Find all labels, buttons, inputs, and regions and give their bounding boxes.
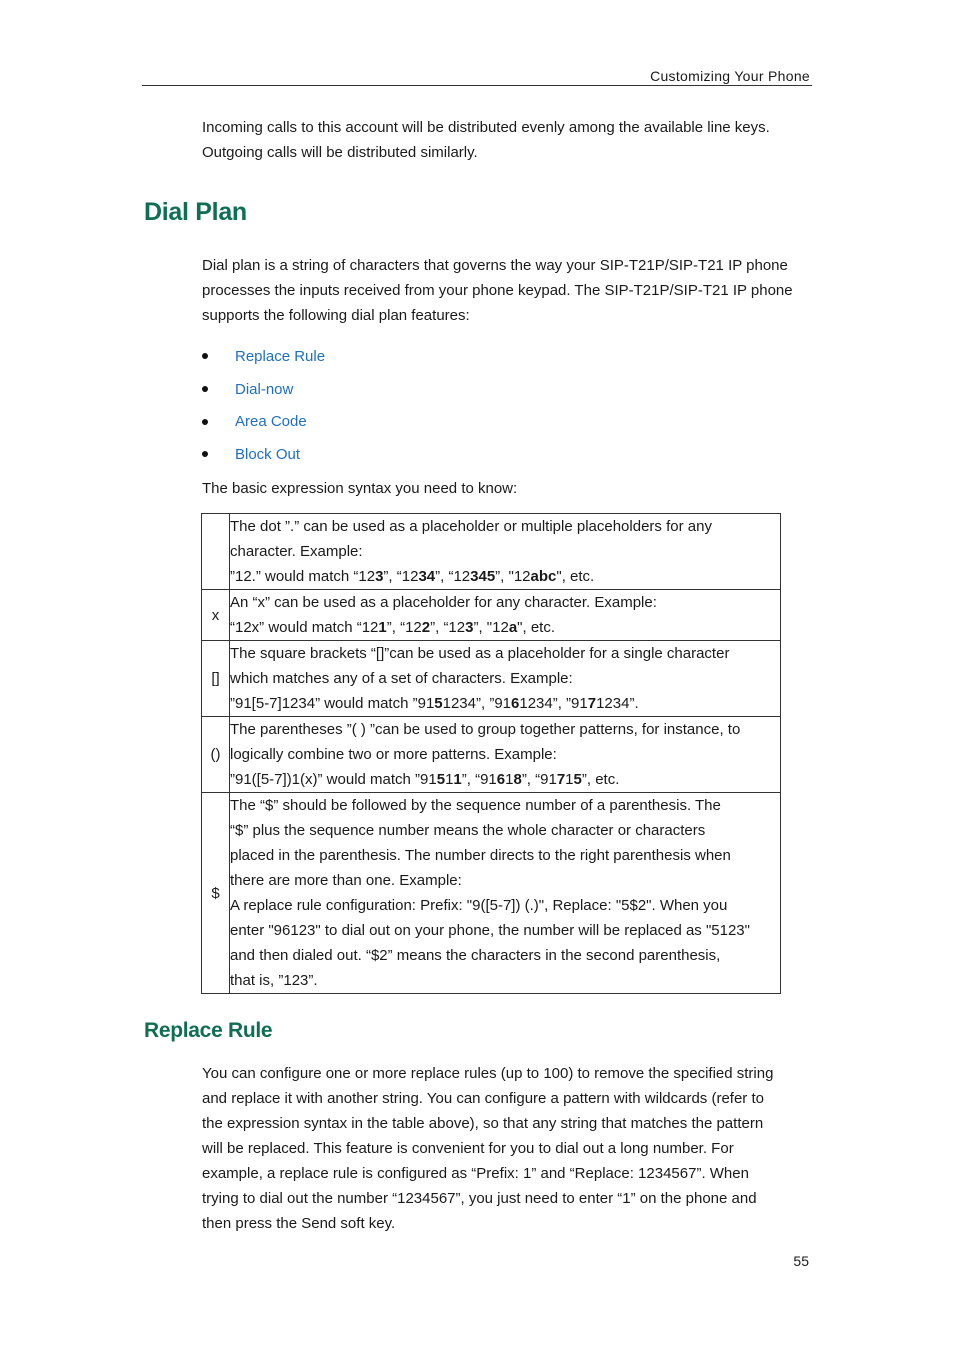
bullet-icon — [202, 419, 208, 425]
description-cell — [230, 793, 781, 994]
description-line: A replace rule configuration: Prefix: "9([5-7]) (.)", Replace: "5$2". When you — [230, 897, 728, 914]
syntax-table — [201, 513, 781, 994]
link-area-code[interactable]: Area Code — [235, 413, 307, 431]
example-line: ”91([5-7])1(x)” would match ”91511”, “91618”, “91715”, etc. — [230, 771, 620, 788]
table-row — [202, 793, 781, 994]
header-divider — [142, 85, 812, 86]
link-replace-rule[interactable]: Replace Rule — [235, 347, 326, 365]
replace-rule-line: trying to dial out the number “1234567”, you just need to enter “1” on the phone and — [202, 1190, 757, 1207]
list-item — [202, 405, 325, 438]
replace-rule-line: You can configure one or more replace rules (up to 100) to remove the specified string — [202, 1065, 774, 1082]
description-cell — [230, 641, 781, 717]
bullet-icon — [202, 451, 208, 457]
intro-paragraph — [202, 115, 808, 165]
link-dial-now[interactable]: Dial-now — [235, 380, 294, 398]
description-line: enter "96123" to dial out on your phone, the number will be replaced as "5123" — [230, 922, 750, 939]
bullet-icon — [202, 386, 208, 392]
bullet-icon — [202, 353, 208, 359]
description-line: An “x” can be used as a placeholder for any character. Example: — [230, 594, 657, 611]
symbol-cell: $ — [202, 793, 230, 994]
syntax-intro: The basic expression syntax you need to know: — [202, 480, 518, 497]
feature-list — [202, 340, 325, 471]
table-row — [202, 514, 781, 590]
table-row — [202, 590, 781, 641]
description-line: there are more than one. Example: — [230, 872, 462, 889]
dial-plan-line: processes the inputs received from your phone keypad. The SIP-T21P/SIP-T21 IP phone — [202, 282, 793, 299]
description-line: character. Example: — [230, 543, 363, 560]
dial-plan-paragraph — [202, 253, 808, 328]
running-header: Customizing Your Phone — [650, 68, 810, 84]
description-line: logically combine two or more patterns. Example: — [230, 746, 557, 763]
example-line: ”12.” would match “123”, “1234”, “12345”, "12abc", etc. — [230, 568, 595, 585]
description-cell — [230, 514, 781, 590]
list-item — [202, 438, 325, 471]
replace-rule-line: example, a replace rule is configured as “Prefix: 1” and “Replace: 1234567”. When — [202, 1165, 749, 1182]
dial-plan-line: supports the following dial plan features: — [202, 307, 470, 324]
link-block-out[interactable]: Block Out — [235, 445, 301, 463]
description-line: which matches any of a set of characters. Example: — [230, 670, 573, 687]
replace-rule-heading: Replace Rule — [144, 1019, 273, 1042]
dial-plan-line: Dial plan is a string of characters that governs the way your SIP-T21P/SIP-T21 IP phone — [202, 257, 788, 274]
dial-plan-heading: Dial Plan — [144, 198, 247, 226]
description-cell — [230, 590, 781, 641]
table-row — [202, 641, 781, 717]
replace-rule-line: will be replaced. This feature is convenient for you to dial out a long number. For — [202, 1140, 734, 1157]
description-line: and then dialed out. “$2” means the characters in the second parenthesis, — [230, 947, 721, 964]
list-item — [202, 340, 325, 373]
table-row — [202, 717, 781, 793]
symbol-cell: [] — [202, 641, 230, 717]
example-line: “12x” would match “121”, “122”, “123”, "12a", etc. — [230, 619, 555, 636]
description-cell — [230, 717, 781, 793]
replace-rule-line: the expression syntax in the table above), so that any string that matches the pattern — [202, 1115, 764, 1132]
list-item — [202, 373, 325, 406]
description-line: placed in the parenthesis. The number directs to the right parenthesis when — [230, 847, 731, 864]
symbol-cell: x — [202, 590, 230, 641]
symbol-cell: () — [202, 717, 230, 793]
description-line: The “$” should be followed by the sequence number of a parenthesis. The — [230, 797, 721, 814]
intro-line: Outgoing calls will be distributed similarly. — [202, 144, 478, 161]
symbol-cell — [202, 514, 230, 590]
replace-rule-paragraph — [202, 1061, 808, 1236]
description-line: “$” plus the sequence number means the whole character or characters — [230, 822, 706, 839]
intro-line: Incoming calls to this account will be distributed evenly among the available line keys. — [202, 119, 770, 136]
example-line: ”91[5-7]1234” would match ”9151234”, ”9161234”, ”9171234”. — [230, 695, 639, 712]
description-line: The parentheses ”( ) ”can be used to group together patterns, for instance, to — [230, 721, 741, 738]
replace-rule-line: then press the Send soft key. — [202, 1215, 396, 1232]
description-line: that is, ”123”. — [230, 972, 318, 989]
description-line: The square brackets “[]”can be used as a placeholder for a single character — [230, 645, 730, 662]
replace-rule-line: and replace it with another string. You can configure a pattern with wildcards (refer to — [202, 1090, 764, 1107]
page-number: 55 — [793, 1253, 809, 1269]
description-line: The dot ”.” can be used as a placeholder or multiple placeholders for any — [230, 518, 712, 535]
